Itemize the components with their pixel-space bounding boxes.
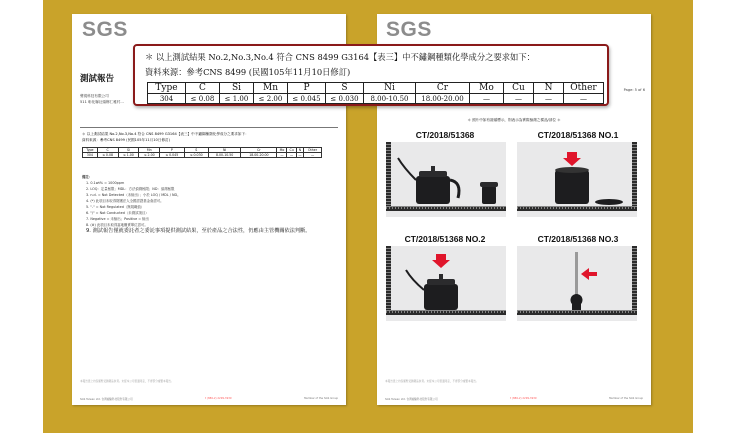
table-cell: ≤ 0.030 [184,153,208,158]
remark-item: 8. (#) 此項目未取得當地權責單位認可。 [86,223,148,227]
table-header-cell: N [534,83,564,94]
table-cell: ≤ 1.00 [220,94,254,104]
table-header-cell: Type [83,148,98,153]
thermometer-image [517,246,637,321]
table-header-cell: Cr [416,83,470,94]
table-header-cell: Other [564,83,604,94]
sample-photo-no2 [386,246,506,321]
photo-caption: ＊ 照片中如有箭頭標示，則表示為實際檢測之樣品/部位 ＊ [467,118,561,122]
footer-phone: t (886-2) 2299-3939 [510,397,537,400]
report-title: 測試報告 [80,74,115,84]
footer-bar [80,397,338,401]
table-cell: ≤ 2.00 [139,153,160,158]
footer-company: SGS Taiwan Ltd. 台灣檢驗科技股份有限公司 [80,398,133,401]
kettle-lid-image [386,246,506,321]
legal-footer: 本報告書之內容僅對受測樣品負責。未經本公司書面同意，不得部分複製本報告。 [385,380,479,383]
footer-bar [385,397,643,401]
table-cell: 18.00-20.00 [241,153,277,158]
arrow-marker [563,152,581,166]
company-address-line: 511 彰化縣社頭鄉仁雅村... [80,100,124,104]
table-header-cell: Si [118,148,139,153]
table-cell: — [470,94,504,104]
table-cell: 18.00-20.00 [416,94,470,104]
arrow-marker [581,268,597,280]
sample-photo-no3 [517,246,637,321]
table-header-cell: Cu [504,83,534,94]
table-header-cell: Ni [364,83,416,94]
table-cell: — [287,153,296,158]
photo-label: CT/2018/51368 NO.3 [537,234,619,244]
kettle-body-image [517,142,637,217]
table-header-cell: Si [220,83,254,94]
table-header-cell: Cu [287,148,296,153]
composition-table [147,82,604,104]
composition-table-small [82,147,322,158]
table-header-cell: C [97,148,118,153]
table-cell: ≤ 0.030 [326,94,364,104]
table-cell: — [534,94,564,104]
table-cell: — [304,153,322,158]
remark-9: 9. 測試報告僅就委託者之委託事項提供測試結果，至於產品之合法性，仍應由主管機關依法判斷。 [86,228,311,234]
photo-label: CT/2018/51368 NO.2 [404,234,486,244]
callout-compliance-note: ＊ 以上測試結果 No.2,No.3,No.4 符合 CNS 8499 G3164【表三】中不鏽鋼種類化學成分之要求如下： [145,52,535,62]
compliance-note: ＊ 以上測試結果 No.2,No.3,No.4 符合 CNS 8499 G3164【表三】中不鏽鋼種類化學成分之要求如下： [82,132,249,136]
table-header-cell: Cr [241,148,277,153]
footer-phone: t (886-2) 2299-3939 [205,397,232,400]
table-header-cell: C [186,83,220,94]
sgs-logo: SGS [386,18,432,41]
page-number: Page: 5 of 6 [623,88,645,92]
photo-label: CT/2018/51368 NO.1 [537,130,619,140]
table-cell: ≤ 0.08 [97,153,118,158]
remark-item: 6. "/" = Not Conducted（未測試項目） [86,211,149,215]
table-header-cell: Mo [277,148,287,153]
table-header-cell: Mn [139,148,160,153]
table-header-cell: P [288,83,326,94]
table-header-cell: Other [304,148,322,153]
remark-item: 7. Negative = 未檢出；Positive = 檢出 [86,217,149,221]
table-cell: ≤ 1.00 [118,153,139,158]
table-cell: 304 [148,94,186,104]
sample-photo [386,142,506,217]
table-header-cell: Mn [254,83,288,94]
sgs-logo: SGS [82,18,128,41]
table-header-cell: Mo [470,83,504,94]
table-cell: — [504,94,534,104]
table-cell: ≤ 0.045 [288,94,326,104]
arrow-marker [432,254,450,268]
table-header-cell: N [296,148,303,153]
footer-member: Member of the SGS Group [304,397,338,400]
company-line: 聲視科技有限公司 [80,94,109,98]
table-header-cell: Type [148,83,186,94]
table-header-cell: Ni [208,148,240,153]
footer-member: Member of the SGS Group [609,397,643,400]
sample-photo-no1 [517,142,637,217]
remark-item: 4. (*) 此項目未取得財團法人全國認證基金會認可。 [86,199,164,203]
footer-company: SGS Taiwan Ltd. 台灣檢驗科技股份有限公司 [385,398,438,401]
table-header-cell: P [160,148,184,153]
callout-source-note: 資料來源：參考CNS 8499 (民國105年11月10日修訂) [145,67,351,77]
table-header-cell: S [326,83,364,94]
table-cell: — [296,153,303,158]
remark-item: 1. 0.1wt% = 1000ppm [86,181,125,185]
table-cell: — [564,94,604,104]
zoom-callout [133,44,609,106]
table-cell: 304 [83,153,98,158]
source-note: 資料來源：參考CNS 8499 (民國105年11月10日修訂) [82,138,171,142]
remarks-section [82,174,336,235]
remark-item: 2. LOQ：定量極限；MDL：方法偵測極限；ND：偵測極限 [86,187,175,191]
remarks-title: 備註： [82,175,93,179]
remark-item: 5. "-" = Not Regulated（無規範值） [86,205,145,209]
table-cell: 8.00-10.50 [364,94,416,104]
table-cell: ≤ 2.00 [254,94,288,104]
table-cell: — [277,153,287,158]
remark-item: 3. n.d. = Not Detected（未檢出）；小於 LOQ / MDL / ND。 [86,193,181,197]
table-cell: ≤ 0.045 [160,153,184,158]
table-header-cell: S [184,148,208,153]
table-cell: 8.00-10.50 [208,153,240,158]
legal-footer: 本報告書之內容僅對受測樣品負責。未經本公司書面同意，不得部分複製本報告。 [80,380,174,383]
table-cell: ≤ 0.08 [186,94,220,104]
kettle-image [386,142,506,217]
divider [80,127,338,128]
photo-label: CT/2018/51368 [415,130,475,140]
